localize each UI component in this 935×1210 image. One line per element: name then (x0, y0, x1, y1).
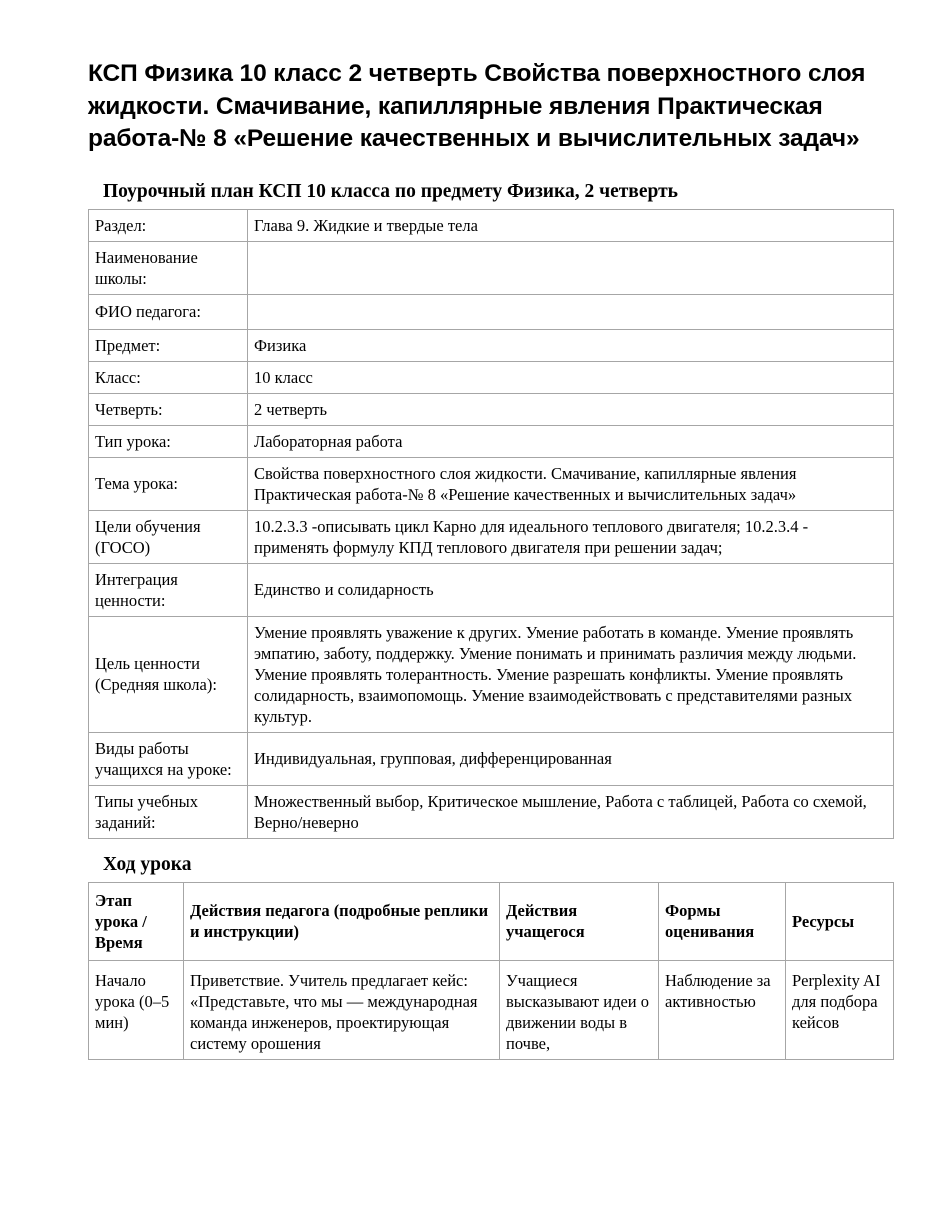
table-row (89, 616, 894, 732)
table-row (89, 209, 894, 241)
table-row (89, 563, 894, 616)
column-header-assessment: Формы оценивания (659, 882, 786, 960)
table-row (89, 785, 894, 838)
cell-student-actions: Учащиеся высказывают идеи о движении воды в почве, (500, 960, 659, 1059)
cell-assessment: Наблюдение за активностью (659, 960, 786, 1059)
row-value-topic: Свойства поверхностного слоя жидкости. Смачивание, капиллярные явления Практическая работа-№ 8 «Решение качественных и вычислительных задач» (248, 457, 894, 510)
row-label-topic: Тема урока: (89, 457, 248, 510)
row-label-section: Раздел: (89, 209, 248, 241)
row-label-subject: Предмет: (89, 329, 248, 361)
column-header-teacher-actions: Действия педагога (подробные реплики и инструкции) (184, 882, 500, 960)
row-value-quarter: 2 четверть (248, 393, 894, 425)
column-header-resources: Ресурсы (786, 882, 894, 960)
row-label-work-types: Виды работы учащихся на уроке: (89, 732, 248, 785)
table-row (89, 732, 894, 785)
cell-teacher-actions: Приветствие. Учитель предлагает кейс: «Представьте, что мы — международная команда инженеров, проектирующая систему орошения (184, 960, 500, 1059)
row-value-section: Глава 9. Жидкие и твердые тела (248, 209, 894, 241)
table-row (89, 294, 894, 329)
row-value-task-types: Множественный выбор, Критическое мышление, Работа с таблицей, Работа со схемой, Верно/неверно (248, 785, 894, 838)
document-page (88, 58, 893, 1060)
row-label-learning-goals: Цели обучения (ГОСО) (89, 510, 248, 563)
table-row (89, 361, 894, 393)
plan-info-table (88, 209, 894, 839)
table-row (89, 241, 894, 294)
plan-heading: Поурочный план КСП 10 класса по предмету Физика, 2 четверть (103, 180, 678, 202)
table-row (89, 329, 894, 361)
row-value-grade: 10 класс (248, 361, 894, 393)
row-value-value-goal: Умение проявлять уважение к других. Умение работать в команде. Умение проявлять эмпатию, заботу, поддержку. Умение понимать и принимать различия между людьми. Умение проявлять толерантность. Умение разрешать конфликты. Умение проявлять солидарность, взаимопомощь. Умение взаимодействовать с представителями разных культур. (248, 616, 894, 732)
table-row (89, 393, 894, 425)
column-header-student-actions: Действия учащегося (500, 882, 659, 960)
table-header-row (89, 882, 894, 960)
row-value-lesson-type: Лабораторная работа (248, 425, 894, 457)
row-label-value-goal: Цель ценности (Средняя школа): (89, 616, 248, 732)
document-title: КСП Физика 10 класс 2 четверть Свойства поверхностного слоя жидкости. Смачивание, капиллярные явления Практическая работа-№ 8 «Решение качественных и вычислительных задач» (88, 60, 866, 152)
table-row (89, 425, 894, 457)
column-header-stage: Этап урока / Время (89, 882, 184, 960)
row-label-school: Наименование школы: (89, 241, 248, 294)
row-value-learning-goals: 10.2.3.3 -описывать цикл Карно для идеального теплового двигателя; 10.2.3.4 - применять формулу КПД теплового двигателя при решении задач; (248, 510, 894, 563)
row-label-lesson-type: Тип урока: (89, 425, 248, 457)
row-value-subject: Физика (248, 329, 894, 361)
row-label-grade: Класс: (89, 361, 248, 393)
cell-resources: Perplexity AI для подбора кейсов (786, 960, 894, 1059)
lesson-flow-table (88, 882, 894, 1060)
cell-stage: Начало урока (0–5 мин) (89, 960, 184, 1059)
row-value-work-types: Индивидуальная, групповая, дифференцированная (248, 732, 894, 785)
row-value-teacher (248, 294, 894, 329)
lesson-heading: Ход урока (103, 853, 192, 875)
row-label-task-types: Типы учебных заданий: (89, 785, 248, 838)
table-row (89, 960, 894, 1059)
row-value-school (248, 241, 894, 294)
table-row (89, 510, 894, 563)
row-value-value-integration: Единство и солидарность (248, 563, 894, 616)
table-row (89, 457, 894, 510)
row-label-value-integration: Интеграция ценности: (89, 563, 248, 616)
row-label-quarter: Четверть: (89, 393, 248, 425)
row-label-teacher: ФИО педагога: (89, 294, 248, 329)
